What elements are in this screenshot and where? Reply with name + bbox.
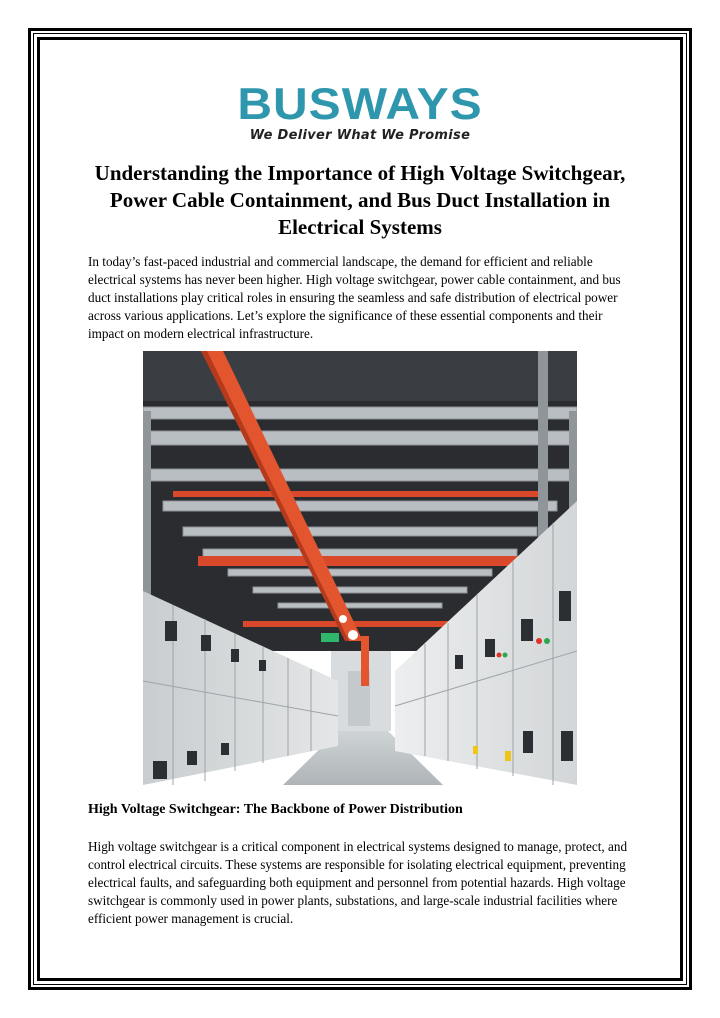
logo-wordmark: BUSWAYS <box>237 80 483 129</box>
intro-paragraph: In today’s fast-paced industrial and commercial landscape, the demand for efficient and reliable electrical systems has never been higher. High voltage switchgear, power cable containment, and bus duct installations play critical roles in ensuring the seamless and safe distribution of electrical power across various applications. Let’s explore the significance of these essential components and their impact on modern electrical infrastructure. <box>88 254 621 341</box>
switchgear-room-photo <box>143 351 577 785</box>
page-title: Understanding the Importance of High Voltage Switchgear, Power Cable Containment, and Bus Duct Installation in Electrical Systems <box>94 161 626 239</box>
section-heading: High Voltage Switchgear: The Backbone of Power Distribution <box>88 802 463 817</box>
busways-logo <box>0 80 720 143</box>
section-body-paragraph: High voltage switchgear is a critical component in electrical systems designed to manage, protect, and control electrical circuits. These systems are responsible for isolating electrical equipment, preventing electrical faults, and safeguarding both equipment and personnel from potential hazards. High voltage switchgear is commonly used in power plants, substations, and large-scale industrial facilities where efficient power management is crucial. <box>88 839 628 926</box>
logo-tagline: We Deliver What We Promise <box>249 128 471 143</box>
